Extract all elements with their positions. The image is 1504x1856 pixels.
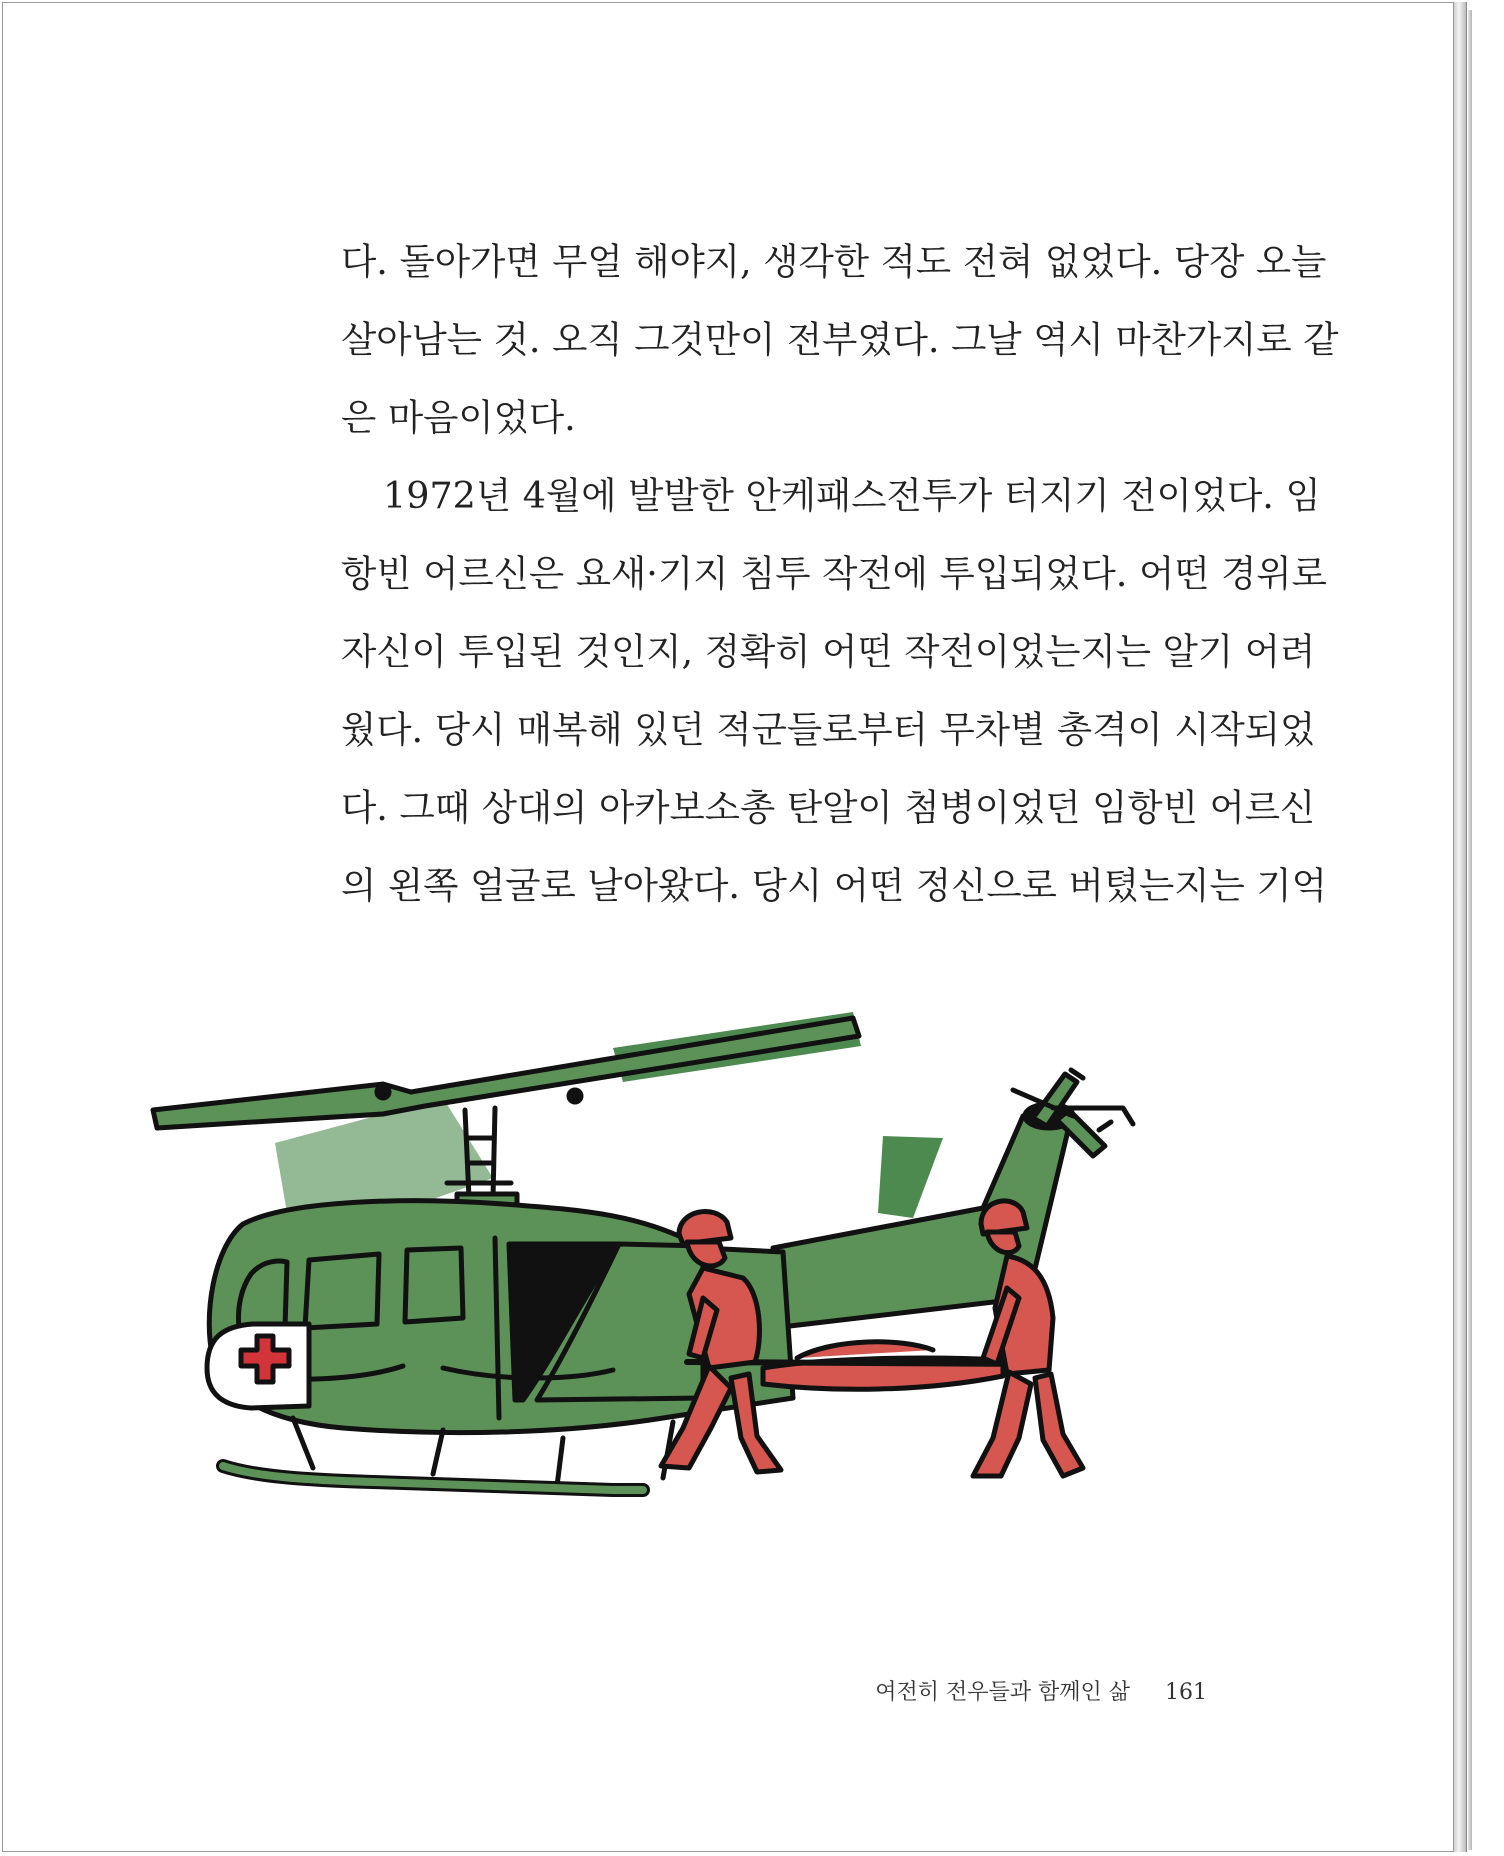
text-line: 은 마음이었다. bbox=[341, 396, 576, 439]
text-line: 살아남는 것. 오직 그것만이 전부였다. 그날 역시 마찬가지로 같 bbox=[341, 318, 1339, 361]
text-line: 의 왼쪽 얼굴로 날아왔다. 당시 어떤 정신으로 버텼는지는 기억 bbox=[341, 864, 1327, 907]
page-edge-shadow bbox=[1468, 10, 1472, 1850]
page-footer bbox=[875, 1675, 1207, 1706]
running-title: 여전히 전우들과 함께인 삶 bbox=[875, 1680, 1130, 1705]
text-line: 다. 돌아가면 무얼 해야지, 생각한 적도 전혀 없었다. 당장 오늘 bbox=[341, 240, 1327, 283]
text-line: 다. 그때 상대의 아카보소총 탄알이 첨병이었던 임항빈 어르신 bbox=[341, 786, 1316, 829]
text-line: 웠다. 당시 매복해 있던 적군들로부터 무차별 총격이 시작되었 bbox=[341, 708, 1316, 751]
page-edge bbox=[1454, 2, 1467, 1852]
page-number: 161 bbox=[1165, 1680, 1207, 1705]
book-page bbox=[2, 2, 1454, 1852]
body-text bbox=[341, 223, 1339, 925]
text-line: 항빈 어르신은 요새·기지 침투 작전에 투입되었다. 어떤 경위로 bbox=[341, 552, 1327, 595]
main-rotor-icon bbox=[153, 1018, 859, 1128]
helicopter-stretcher-illustration bbox=[143, 998, 1293, 1618]
text-line: 자신이 투입된 것인지, 정확히 어떤 작전이었는지는 알기 어려 bbox=[341, 630, 1316, 673]
text-line: 1972년 4월에 발발한 안케패스전투가 터지기 전이었다. 임 bbox=[383, 474, 1321, 517]
